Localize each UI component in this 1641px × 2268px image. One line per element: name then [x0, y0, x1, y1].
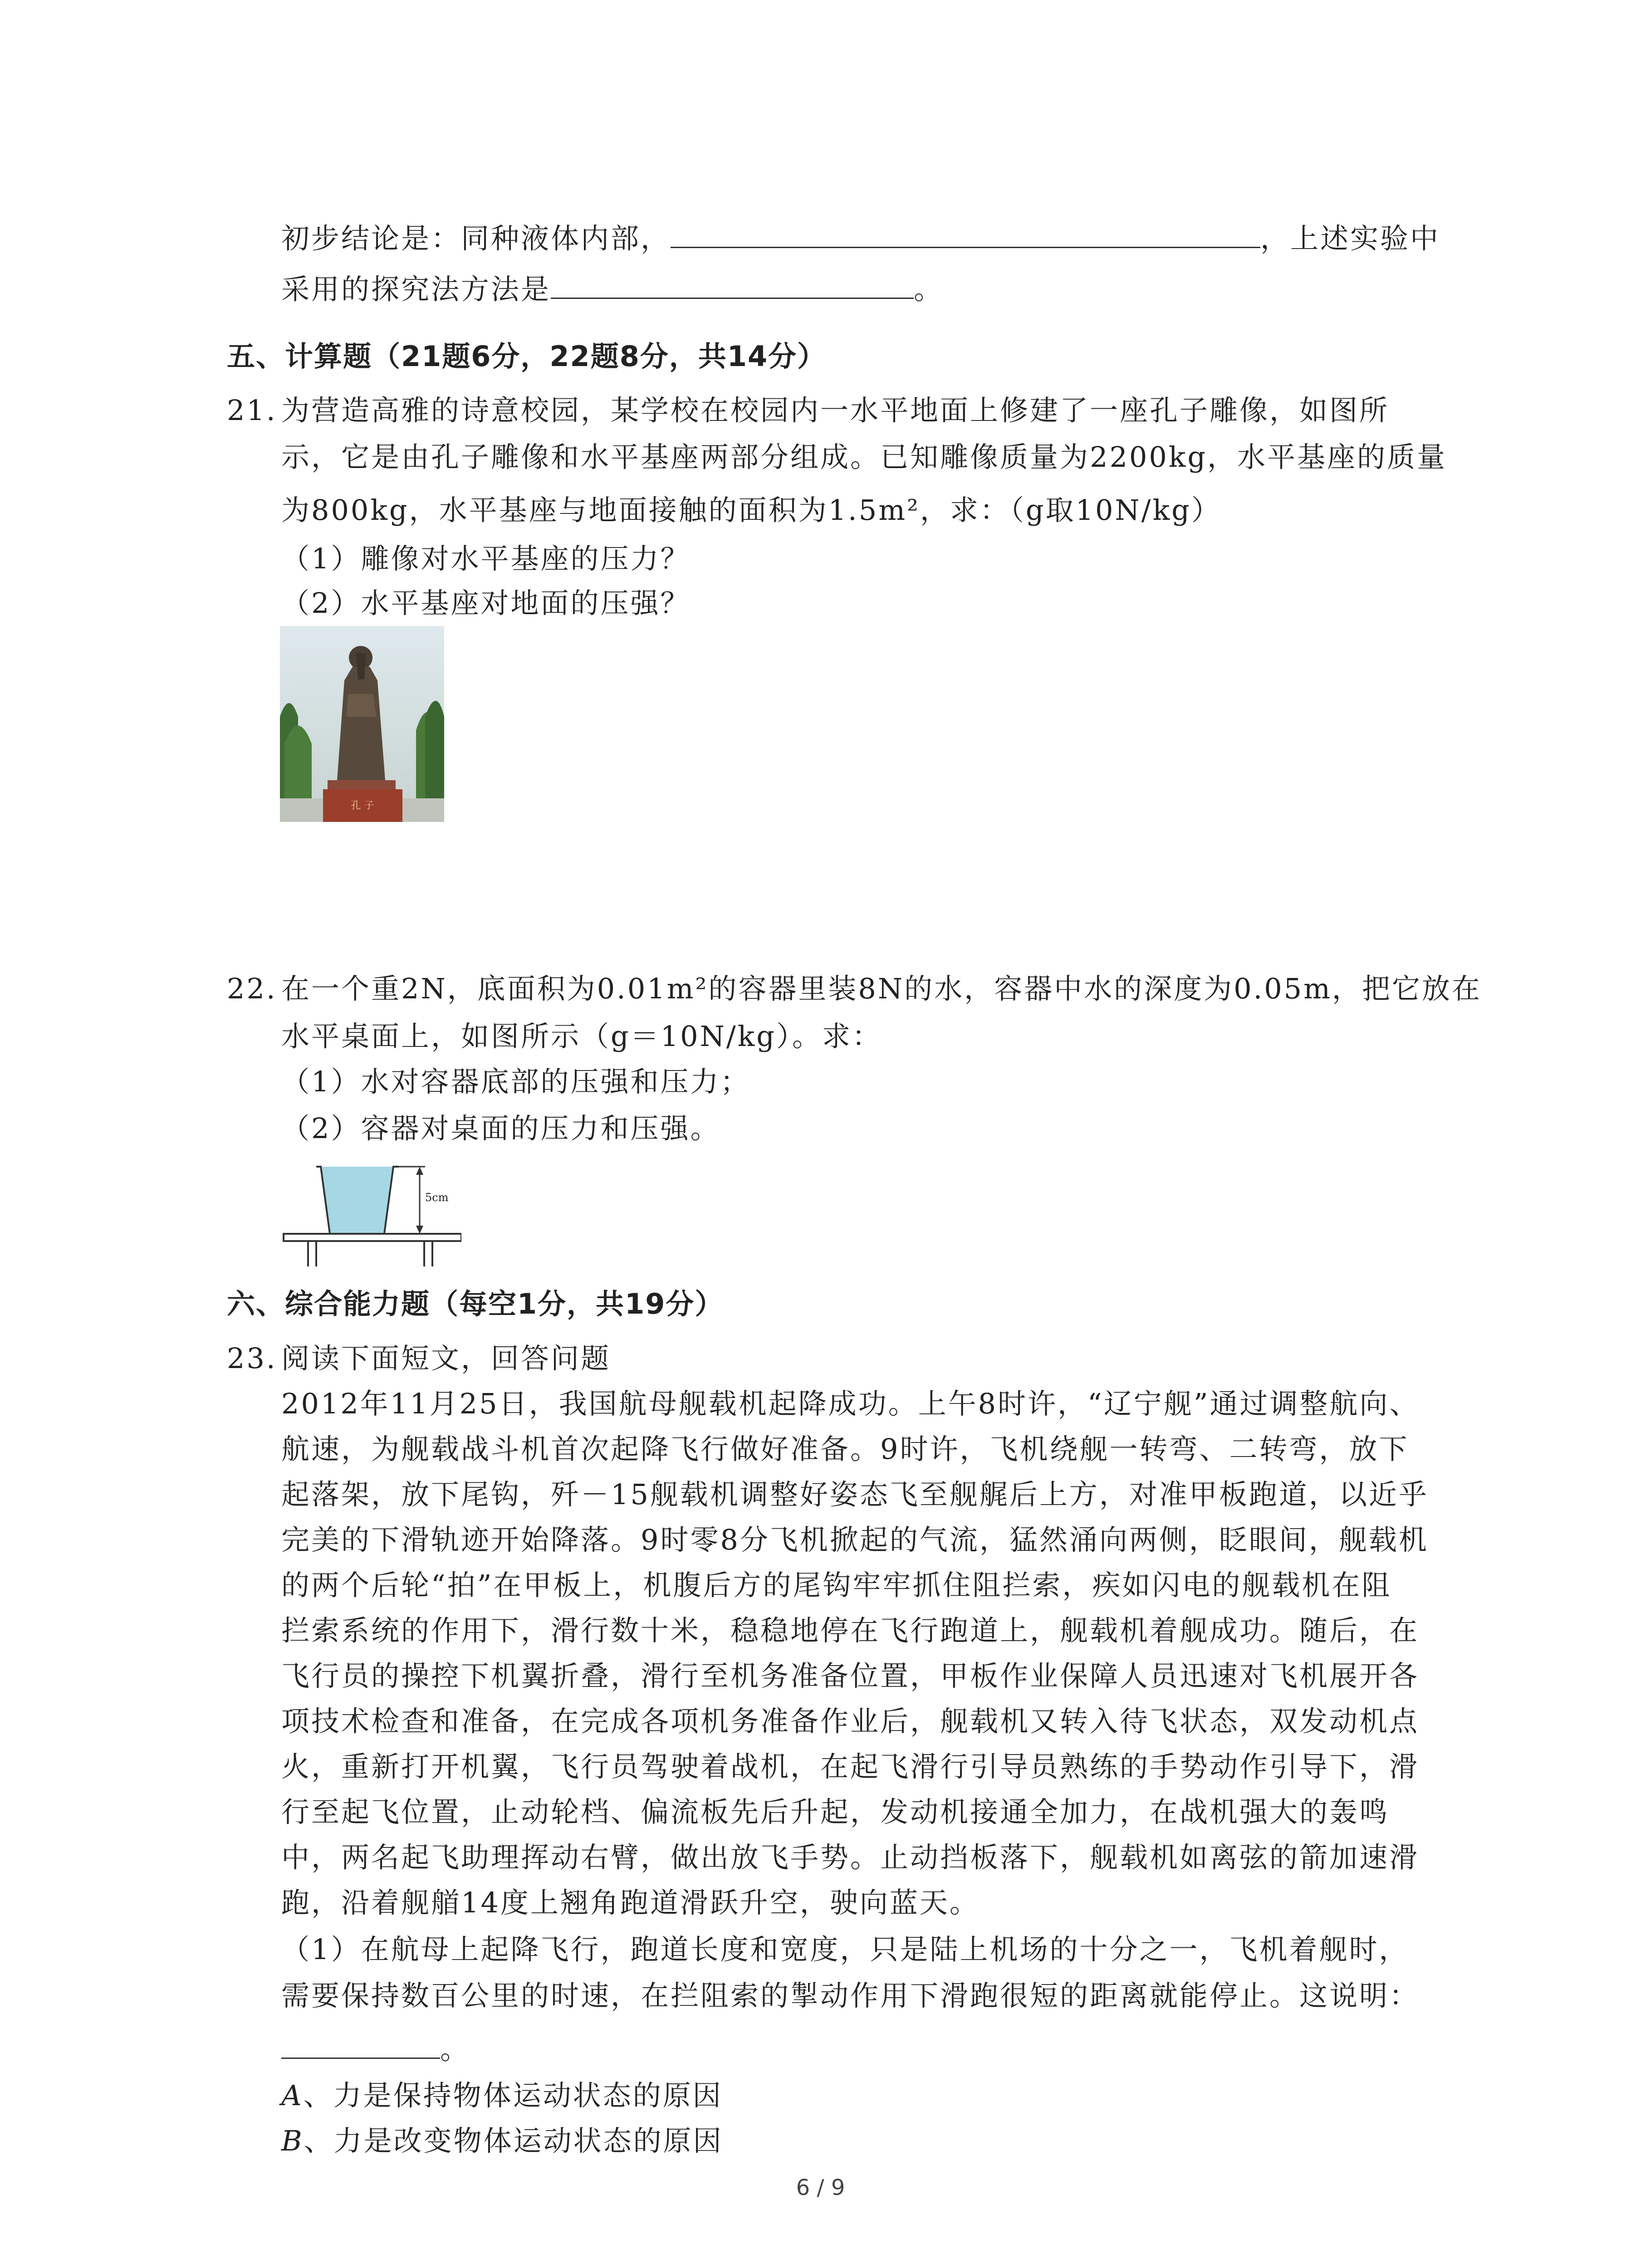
conclusion-suffix: ，上述实验中: [1260, 222, 1440, 255]
q22-sub1: （1）水对容器底部的压强和压力；: [281, 1065, 750, 1098]
depth-label: 5cm: [425, 1191, 449, 1204]
q22-sub2: （2）容器对桌面的压力和压强。: [281, 1112, 720, 1145]
q23-sub1-line1: （1）在航母上起降飞行，跑道长度和宽度，只是陆上机场的十分之一，飞机着舰时，: [281, 1933, 1409, 1966]
conclusion-prefix: 初步结论是：同种液体内部，: [281, 222, 671, 255]
option-b-letter: B: [281, 2124, 304, 2157]
section6-heading: 六、综合能力题（每空1分，共19分）: [227, 1287, 724, 1320]
q21-sub1: （1）雕像对水平基座的压力？: [281, 542, 691, 575]
option-a-letter: A: [281, 2079, 304, 2112]
passage-line: 跑，沿着舰艏14度上翘角跑道滑跃升空，驶向蓝天。: [281, 1886, 980, 1919]
passage-line: 项技术检查和准备，在完成各项机务准备作业后，舰载机又转入待飞状态，双发动机点: [281, 1705, 1420, 1738]
q22-number: 22.: [227, 972, 277, 1005]
conclusion-blank[interactable]: [671, 221, 1260, 248]
q23-sub1-line2: 需要保持数百公里的时速，在拦阻索的掣动作用下滑跑很短的距离就能停止。这说明：: [281, 1979, 1420, 2012]
method-line: [281, 271, 944, 308]
q23-answer-line: [281, 2031, 470, 2068]
section5-heading: 五、计算题（21题6分，22题8分，共14分）: [227, 340, 827, 373]
passage-line: 飞行员的操控下机翼折叠，滑行至机务准备位置，甲板作业保障人员迅速对飞机展开各: [281, 1659, 1420, 1692]
passage-line: 行至起飞位置，止动轮档、偏流板先后升起，发动机接通全加力，在战机强大的轰鸣: [281, 1795, 1390, 1828]
method-suffix: 。: [914, 273, 944, 306]
plaque-text: 孔 子: [351, 800, 374, 811]
passage-line: 完美的下滑轨迹开始降落。9时零8分飞机掀起的气流，猛然涌向两侧，眨眼间，舰载机: [281, 1523, 1429, 1556]
passage-line: 航速，为舰载战斗机首次起降飞行做好准备。9时许，飞机绕舰一转弯、二转弯，放下: [281, 1432, 1409, 1466]
conclusion-line: [281, 220, 1440, 257]
option-a[interactable]: [281, 2077, 723, 2114]
method-blank[interactable]: [551, 272, 914, 299]
q22-line1: 在一个重2N，底面积为0.01m²的容器里装8N的水，容器中水的深度为0.05m，把它放在: [281, 972, 1482, 1005]
q21-line3: 为800kg，水平基座与地面接触的面积为1.5m²，求：（g取10N/kg）: [281, 494, 1221, 527]
passage-line: 中，两名起飞助理挥动右臂，做出放飞手势。止动挡板落下，舰载机如离弦的箭加速滑: [281, 1841, 1420, 1874]
passage-line: 火，重新打开机翼，飞行员驾驶着战机，在起飞滑行引导员熟练的手势动作引导下，滑: [281, 1750, 1420, 1783]
passage-line: 2012年11月25日，我国航母舰载机起降成功。上午8时许，“辽宁舰”通过调整航向、: [281, 1387, 1420, 1420]
method-prefix: 采用的探究法方法是: [281, 273, 551, 306]
option-b-text: 、力是改变物体运动状态的原因: [304, 2124, 723, 2157]
passage-line: 的两个后轮“拍”在甲板上，机腹后方的尾钩牢牢抓住阻拦索，疾如闪电的舰载机在阻: [281, 1569, 1392, 1602]
page-number: 6 / 9: [796, 2175, 845, 2200]
q23-number: 23.: [227, 1342, 277, 1375]
passage-line: 起落架，放下尾钩，歼－15舰载机调整好姿态飞至舰艉后上方，对准甲板跑道，以近乎: [281, 1478, 1429, 1511]
q23-blank-suffix: 。: [440, 2033, 470, 2066]
q21-line1: 为营造高雅的诗意校园，某学校在校园内一水平地面上修建了一座孔子雕像，如图所: [281, 394, 1390, 427]
q22-line2: 水平桌面上，如图所示（g＝10N/kg）。求：: [281, 1020, 882, 1053]
q21-number: 21.: [227, 394, 277, 427]
q23-intro: 阅读下面短文，回答问题: [281, 1342, 611, 1375]
q23-sub1-blank[interactable]: [281, 2032, 440, 2059]
passage-line: 拦索系统的作用下，滑行数十米，稳稳地停在飞行跑道上，舰载机着舰成功。随后，在: [281, 1614, 1420, 1647]
option-a-text: 、力是保持物体运动状态的原因: [303, 2079, 723, 2112]
container-figure: [280, 1161, 461, 1270]
q21-line2: 示，它是由孔子雕像和水平基座两部分组成。已知雕像质量为2200kg，水平基座的质量: [281, 440, 1447, 474]
confucius-statue-image: [280, 626, 444, 822]
q21-sub2: （2）水平基座对地面的压强？: [281, 587, 691, 620]
option-b[interactable]: [281, 2123, 723, 2159]
